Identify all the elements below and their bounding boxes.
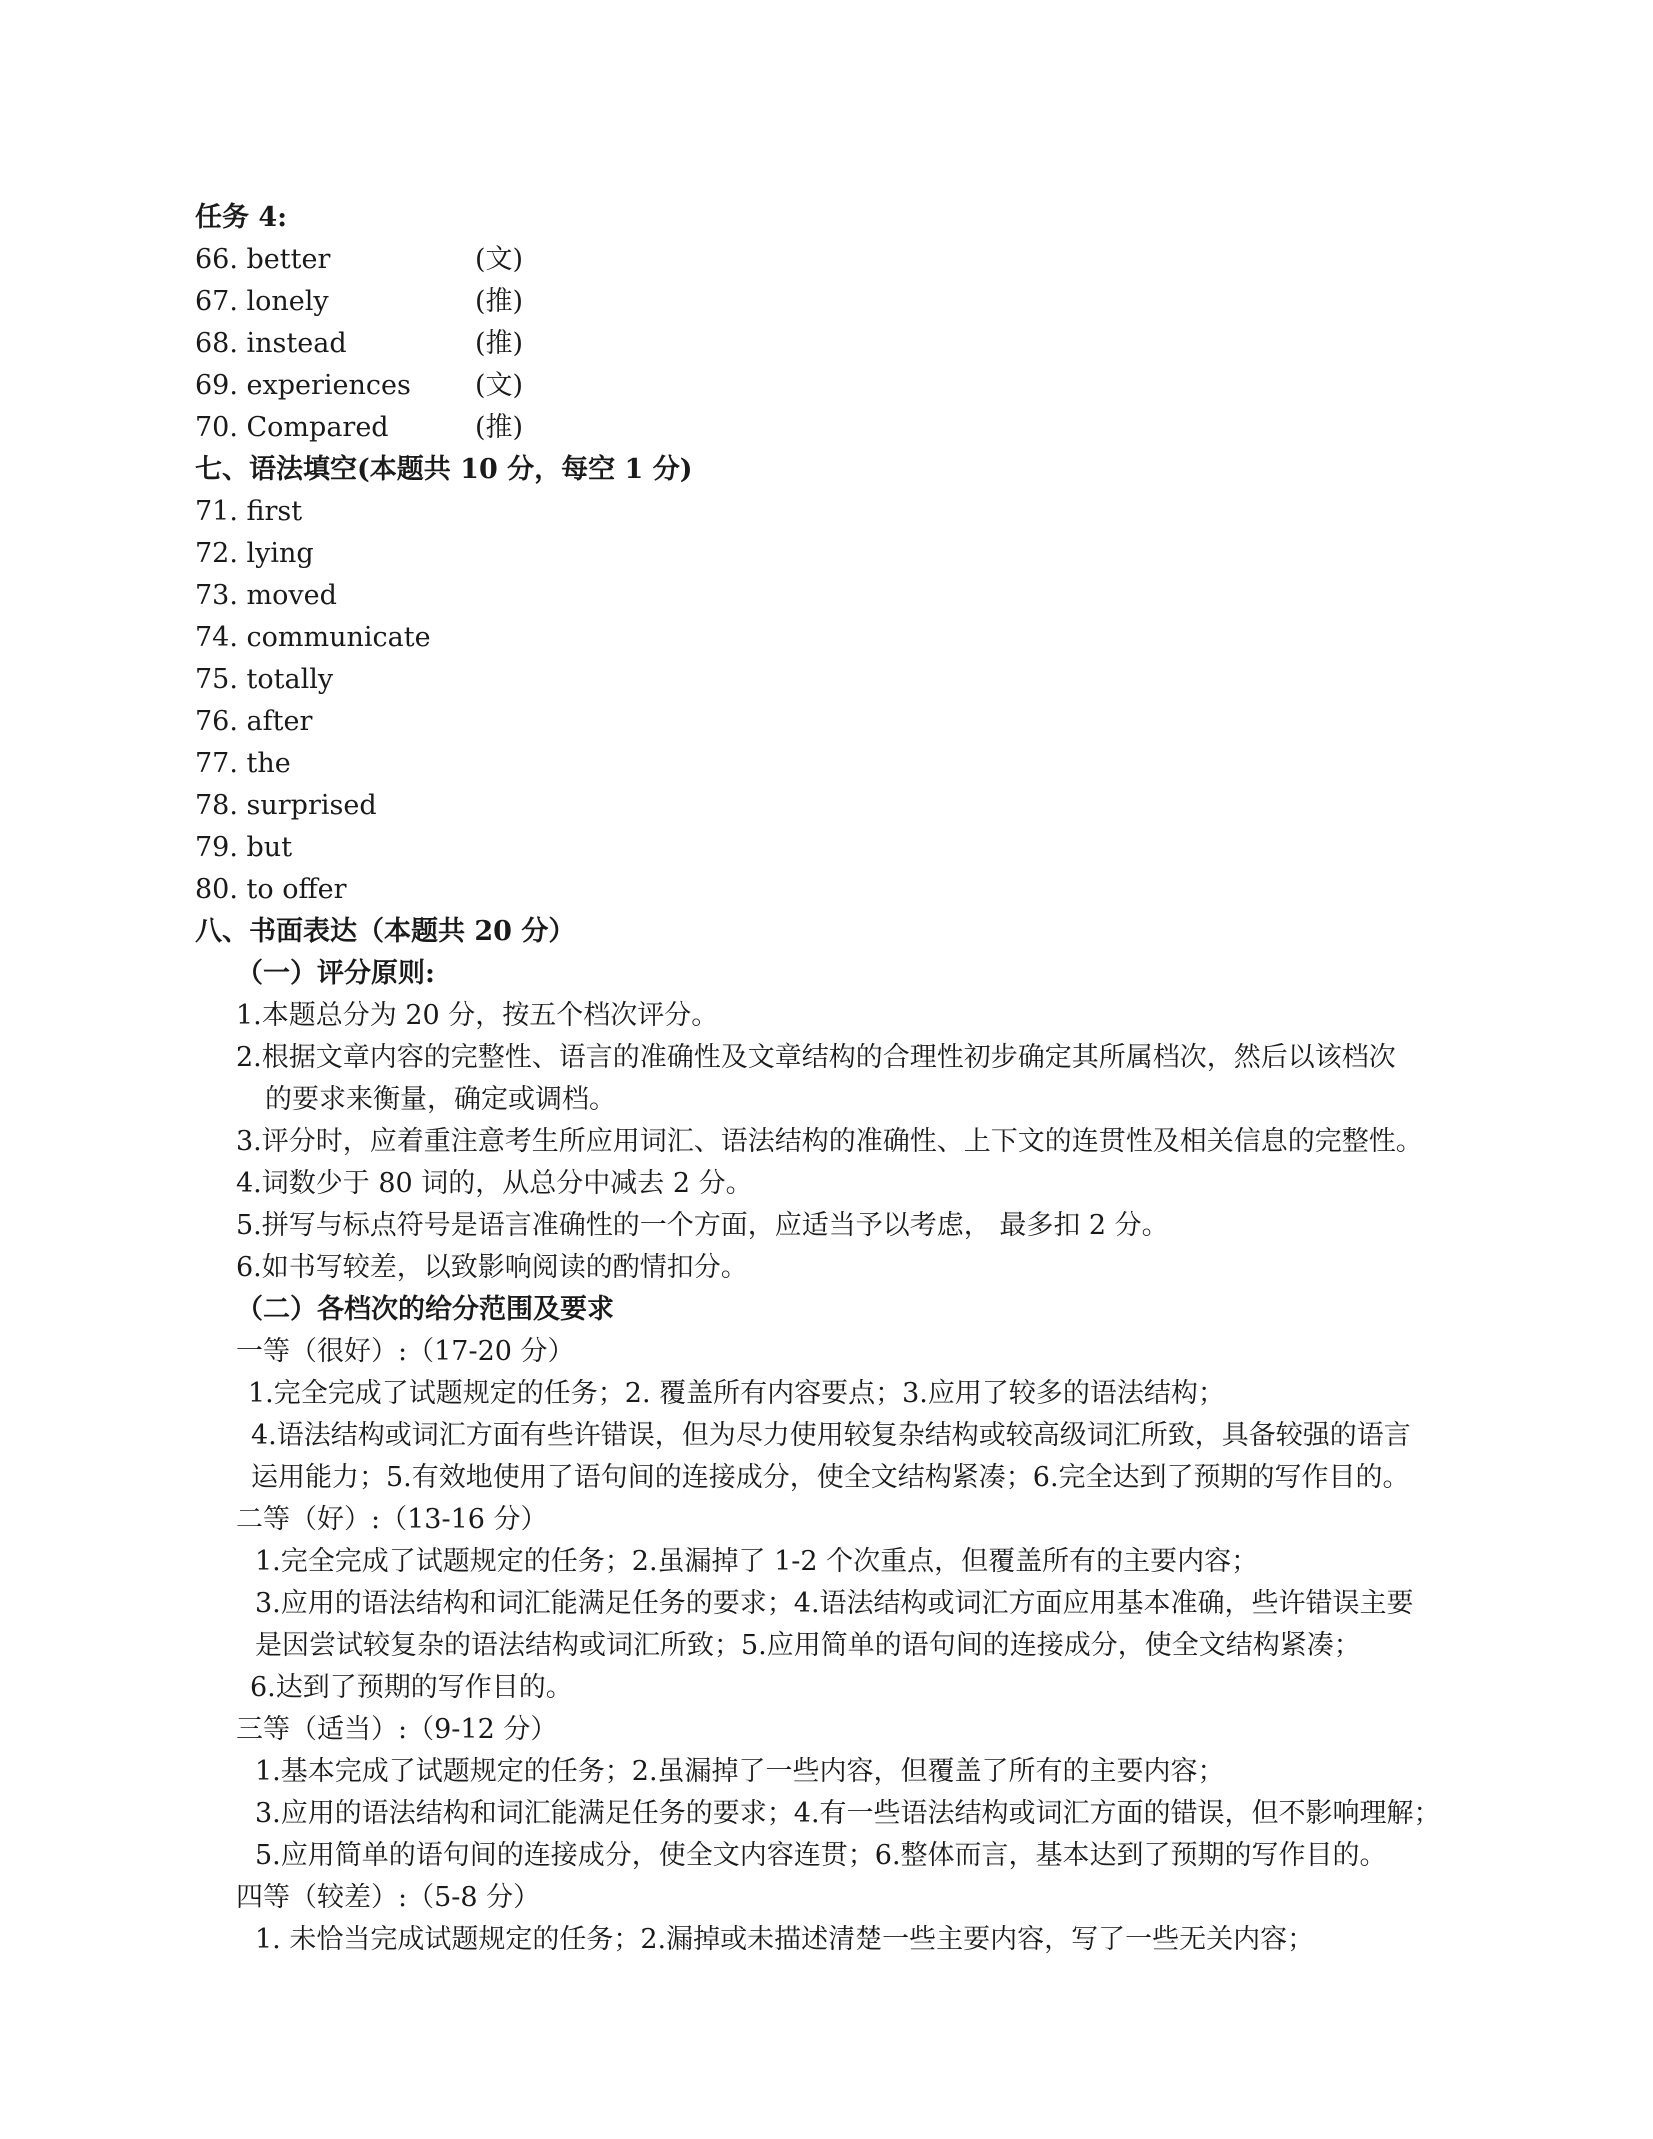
level2-line: 是因尝试较复杂的语法结构或词汇所致；5.应用简单的语句间的连接成分，使全文结构紧凑；	[255, 1630, 1361, 1661]
principle-item: 6.如书写较差，以致影响阅读的酌情扣分。	[236, 1252, 748, 1283]
task4-answer: 66. better	[195, 244, 331, 275]
level3-line: 5.应用简单的语句间的连接成分，使全文内容连贯；6.整体而言，基本达到了预期的写作目的。	[255, 1840, 1387, 1871]
grammar-answer: 76. after	[195, 706, 313, 737]
task4-answer: 70. Compared	[195, 412, 389, 443]
task4-answer-tag: (文)	[475, 370, 524, 401]
task4-answer-tag: (推)	[475, 286, 524, 317]
level3-line: 3.应用的语法结构和词汇能满足任务的要求；4.有一些语法结构或词汇方面的错误，但不影响理解；	[255, 1798, 1441, 1829]
principle-item: 3.评分时，应着重注意考生所应用词汇、语法结构的准确性、上下文的连贯性及相关信息的完整性。	[236, 1126, 1423, 1157]
task4-answer-tag: (文)	[475, 244, 524, 275]
grammar-answer: 75. totally	[195, 664, 334, 695]
principle-item: 2.根据文章内容的完整性、语言的准确性及文章结构的合理性初步确定其所属档次，然后以该档次	[236, 1042, 1396, 1073]
task4-answer: 69. experiences	[195, 370, 411, 401]
grammar-answer: 79. but	[195, 832, 293, 863]
section8-heading: 八、书面表达（本题共 20 分）	[195, 916, 576, 947]
grammar-answer: 73. moved	[195, 580, 337, 611]
grammar-answer: 77. the	[195, 748, 291, 779]
task4-answer-tag: (推)	[475, 412, 524, 443]
level2-line: 6.达到了预期的写作目的。	[250, 1672, 573, 1703]
principle-item: 4.词数少于 80 词的，从总分中减去 2 分。	[236, 1168, 753, 1199]
level1-line: 运用能力；5.有效地使用了语句间的连接成分，使全文结构紧凑；6.完全达到了预期的写作目的。	[251, 1462, 1410, 1493]
task4-answer-row	[195, 239, 1475, 281]
level3-line: 1.基本完成了试题规定的任务；2.虽漏掉了一些内容，但覆盖了所有的主要内容；	[255, 1756, 1225, 1787]
task4-answer: 68. instead	[195, 328, 347, 359]
level2-line: 3.应用的语法结构和词汇能满足任务的要求；4.语法结构或词汇方面应用基本准确，些许错误主要	[255, 1588, 1414, 1619]
principle-item: 5.拼写与标点符号是语言准确性的一个方面，应适当予以考虑， 最多扣 2 分。	[236, 1210, 1169, 1241]
grammar-answer: 80. to offer	[195, 874, 347, 905]
grammar-answer: 71. first	[195, 496, 303, 527]
level1-title: 一等（很好）:（17-20 分）	[236, 1336, 575, 1367]
task4-heading: 任务 4:	[195, 202, 288, 233]
level4-title: 四等（较差）:（5-8 分）	[236, 1882, 541, 1913]
level4-line: 1. 未恰当完成试题规定的任务；2.漏掉或未描述清楚一些主要内容，写了一些无关内容；	[255, 1924, 1315, 1955]
grammar-answer: 74. communicate	[195, 622, 431, 653]
grammar-answer: 72. lying	[195, 538, 314, 569]
levels-heading: （二）各档次的给分范围及要求	[236, 1294, 614, 1325]
task4-answer: 67. lonely	[195, 286, 329, 317]
level1-line: 1.完全完成了试题规定的任务；2. 覆盖所有内容要点；3.应用了较多的语法结构；	[248, 1378, 1225, 1409]
principle-item: 的要求来衡量，确定或调档。	[265, 1084, 616, 1115]
task4-answer-row	[195, 407, 1475, 449]
task4-answer-row	[195, 365, 1475, 407]
level1-line: 4.语法结构或词汇方面有些许错误，但为尽力使用较复杂结构或较高级词汇所致，具备较强的语言	[251, 1420, 1411, 1451]
task4-answer-row	[195, 323, 1475, 365]
level3-title: 三等（适当）:（9-12 分）	[236, 1714, 558, 1745]
task4-answer-tag: (推)	[475, 328, 524, 359]
level2-title: 二等（好）:（13-16 分）	[236, 1504, 548, 1535]
level2-line: 1.完全完成了试题规定的任务；2.虽漏掉了 1-2 个次重点，但覆盖所有的主要内容；	[255, 1546, 1259, 1577]
section7-heading: 七、语法填空(本题共 10 分，每空 1 分)	[195, 454, 693, 485]
task4-answer-row	[195, 281, 1475, 323]
principles-heading: （一）评分原则:	[236, 958, 435, 989]
grammar-answer: 78. surprised	[195, 790, 377, 821]
principle-item: 1.本题总分为 20 分，按五个档次评分。	[236, 1000, 719, 1031]
answer-key-page	[195, 197, 1475, 1961]
